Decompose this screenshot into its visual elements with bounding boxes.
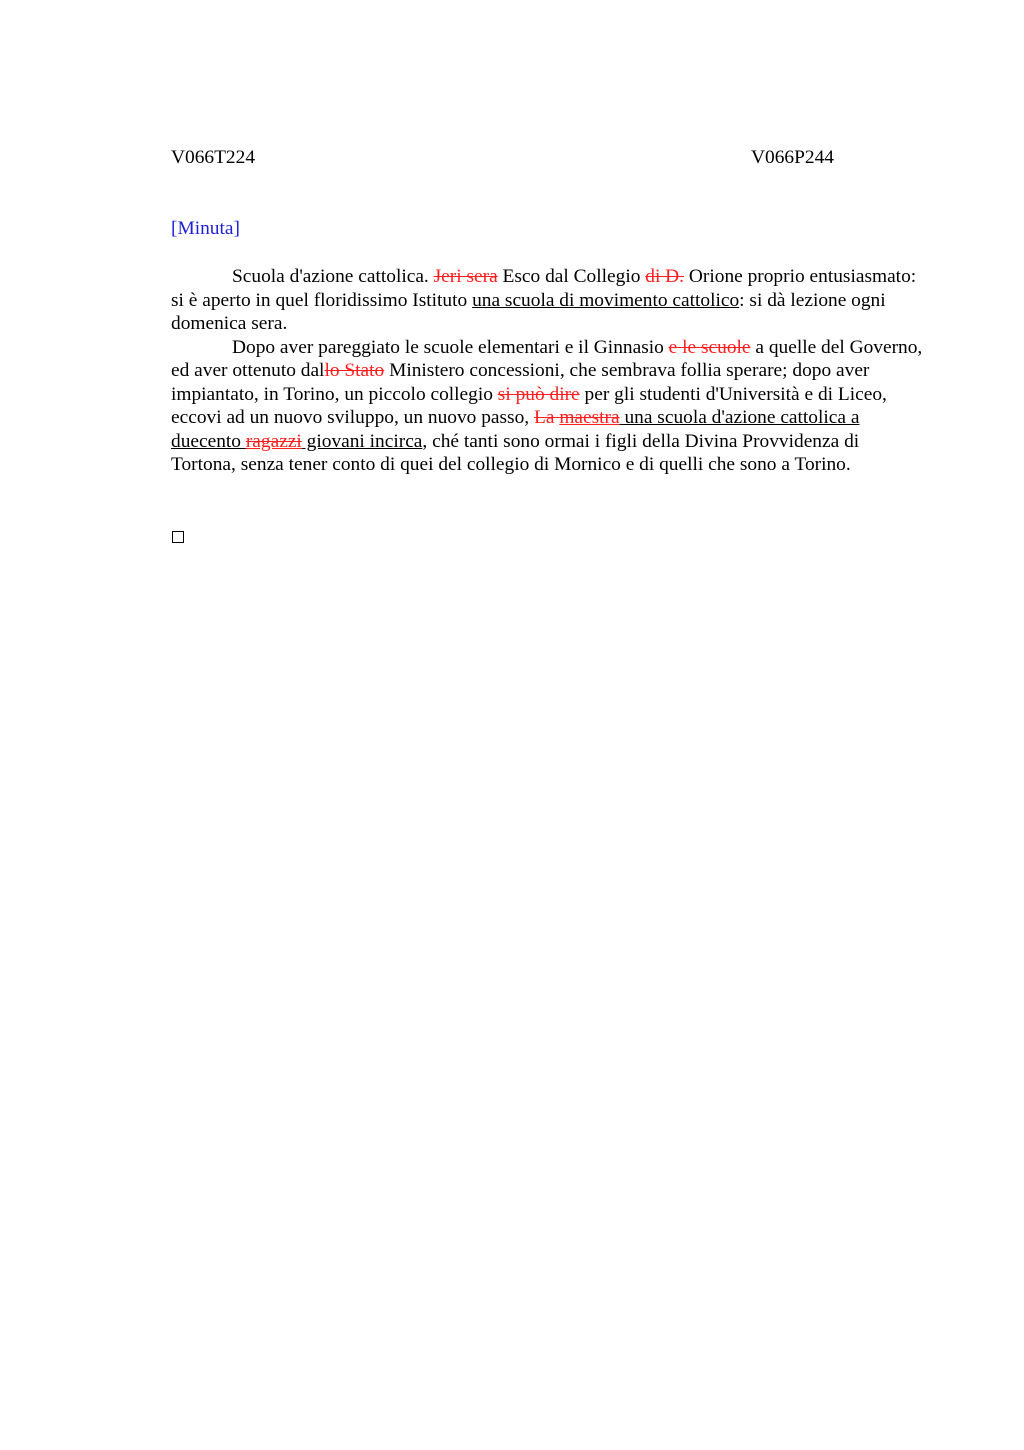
page-code: V066P244 (751, 147, 834, 168)
page-header (171, 146, 927, 172)
text-span: Scuola d'azione cattolica. (232, 266, 434, 287)
paragraph-1 (171, 265, 927, 336)
end-square-icon (172, 531, 184, 543)
deleted-text: si può dire (497, 383, 580, 405)
deleted-text: lo Stato (324, 360, 385, 381)
text-span: Esco dal Collegio (497, 266, 646, 287)
inserted-text: una scuola di movimento cattolico (472, 289, 740, 311)
text-span: , ché tanti sono ormai i figli della Divina Provvidenza di Tortona, senza tener conto di quei del collegio di Mornico e di quelli che sono a Torino. (171, 430, 860, 475)
letter-body (171, 265, 927, 477)
deleted-text: Jeri sera (433, 266, 498, 287)
text-span: per gli studenti d'Università e di Liceo, eccovi ad un nuovo sviluppo, un nuovo passo, (171, 383, 887, 428)
deleted-text: La (534, 407, 560, 428)
text-span: a quelle del Governo, ed aver ottenuto dal (171, 336, 923, 381)
section-label: [Minuta] (171, 218, 240, 239)
inserted-text: giovani incirca (301, 430, 423, 452)
text-span: Dopo aver pareggiato le scuole elementari e il Ginnasio (232, 336, 669, 358)
deleted-inserted-text: ragazzi (245, 430, 302, 452)
deleted-inserted-text: maestra (559, 407, 620, 428)
deleted-text: di D. (645, 266, 685, 287)
text-span: Orione proprio entusiasmato: si è aperto in quel floridissimo Istituto (171, 266, 917, 311)
text-span: Ministero concessioni, che sembrava follia sperare; dopo aver impiantato, in Torino, un piccolo collegio (171, 360, 870, 405)
deleted-text: e le scuole (668, 336, 751, 358)
document-code: V066T224 (171, 147, 256, 168)
inserted-text: una scuola d'azione cattolica a duecento (171, 407, 860, 452)
paragraph-2 (171, 336, 927, 477)
text-span: : si dà lezione ogni domenica sera. (171, 289, 886, 334)
